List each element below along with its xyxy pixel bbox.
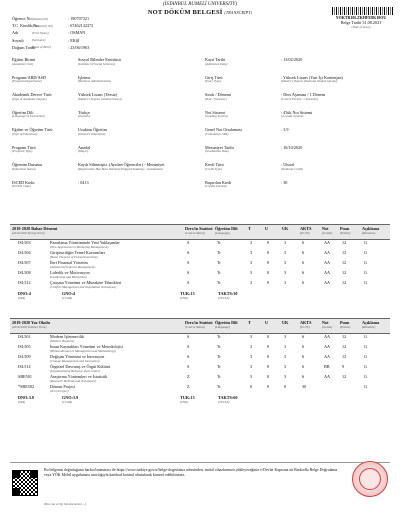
student-field	[12, 45, 212, 52]
course-u: 0	[267, 354, 270, 359]
course-code: ISL509	[18, 354, 31, 359]
column-header-en: (Course Status)	[185, 230, 205, 235]
course-t: 3	[250, 344, 253, 349]
course-lang: Tr	[217, 354, 221, 359]
column-header: Açıklama	[362, 225, 380, 231]
student-field	[12, 16, 212, 23]
course-grade: AA	[324, 344, 331, 349]
university-name: (İSTANBUL RUMELİ UNIVERSITY)	[163, 2, 237, 7]
course-akts: 6	[302, 334, 305, 339]
course-name-en: (Change Management and Innovation)	[50, 358, 100, 363]
course-u: 0	[267, 344, 270, 349]
course-uk: 3	[284, 334, 287, 339]
info-value: : 3.9	[281, 127, 289, 132]
course-note: G	[364, 260, 368, 265]
column-header: Not	[322, 319, 329, 325]
info-value: Anadal	[78, 144, 91, 150]
course-row	[0, 384, 400, 394]
course-pts: 12	[342, 250, 347, 255]
course-status: S	[187, 334, 190, 339]
column-header: T	[248, 225, 251, 231]
info-label-en: (Graduation Date)	[205, 149, 229, 153]
title-sub: (TRANSCRIPT)	[224, 10, 253, 15]
course-u: 0	[267, 240, 270, 245]
course-note: G	[364, 240, 368, 245]
info-value: : Ulusal	[281, 162, 295, 167]
course-name: Örgütsel Davranış ve Örgüt Kültürü	[50, 364, 111, 369]
info-label: ISCED Kodu	[12, 179, 35, 185]
column-header: Ders/in Statüsü	[185, 225, 213, 231]
course-name: Liderlik ve Motivasyon	[50, 270, 90, 275]
course-t: 3	[250, 260, 253, 265]
column-header: AKTS	[300, 225, 312, 231]
course-u: 0	[267, 270, 270, 275]
info-label: Giriş Türü	[205, 74, 223, 80]
total-dno-en: (SPA)	[18, 295, 26, 300]
info-label-en: (Type of Education)	[12, 131, 38, 136]
course-lang: Tr	[217, 384, 221, 389]
course-lang: Tr	[217, 344, 221, 349]
verification-text: Bu belgenin doğruluğunu barkod numarası ile https://www.turkiye.gov.tr/belge-dogrulama adresinden, mobil cihazlarınıza yükleyeceğiniz e-Devlet Kapısına ait Barkodlu Belge Doğrulama veya YÖK Mobil uygulaması aracılığıyla karekod kontrol okutularak kontrol edebilirsiniz.	[44, 468, 338, 478]
student-field-label-en: (Surname)	[32, 38, 46, 43]
student-field-value: : EKŞİ	[68, 37, 80, 43]
info-label: Eğitim ve Öğretim Türü	[12, 127, 53, 132]
course-row	[0, 354, 400, 364]
info-label-en: (Credit Type)	[205, 166, 222, 171]
total-takts: TAKTS:30	[218, 291, 238, 296]
semester-title-en: (2019-2020 Summer Term)	[12, 324, 47, 329]
course-status: S	[187, 250, 190, 255]
info-value: Kaydı Silinmiştir. (Ayrılan Öğrenciler) - Mezuniyet	[78, 162, 165, 167]
student-field-label: T.C. Kimlik No	[12, 23, 39, 29]
course-code: ISL505	[18, 344, 31, 349]
course-grade: AA	[324, 270, 331, 275]
column-header-en: (ECTS)	[300, 230, 310, 235]
course-code: ISL501	[18, 334, 31, 339]
total-tuk-en: (TNK)	[180, 295, 189, 300]
course-u: 0	[267, 280, 270, 285]
student-field-label-en: (First Name)	[32, 30, 49, 35]
info-label: Program/ABD/ASD	[12, 74, 46, 80]
total-dno: DNO:4	[18, 291, 31, 296]
course-code: ISL507	[18, 260, 31, 265]
course-code: SBE501	[18, 374, 32, 379]
column-header-en: (Remarks)	[362, 324, 376, 329]
course-row	[0, 270, 400, 280]
course-grade: AA	[324, 260, 331, 265]
course-t: 3	[250, 250, 253, 255]
info-value: : 30	[281, 179, 288, 185]
student-field-value: : 190707321	[68, 16, 90, 21]
course-pts: 9	[342, 364, 345, 369]
info-label-en: (Education Status)	[12, 166, 36, 171]
course-uk: 3	[284, 280, 287, 285]
info-label-en: (Admission Date)	[205, 61, 228, 66]
course-name: İnsan Kaynakları Yönetimi ve Metodolojisi	[50, 344, 123, 349]
info-label: Başarılan Kredi	[205, 179, 232, 185]
total-tuk: TUK:15	[180, 395, 195, 400]
course-row	[0, 280, 400, 290]
course-t: 0	[250, 384, 253, 389]
course-pts: 12	[342, 280, 347, 285]
course-uk: 3	[284, 374, 287, 379]
info-label: Genel Not Ortalaması	[205, 127, 242, 132]
column-header: UK	[282, 225, 289, 231]
course-status: S	[187, 260, 190, 265]
course-code: ISL514	[18, 364, 31, 369]
info-value: Yüksek Lisans (Tezsiz)	[78, 92, 118, 97]
course-uk: 0	[284, 384, 287, 389]
info-value-en: (Registration Has Been Deleted (Dropped Students) - Graduation)	[78, 166, 163, 171]
info-value: : 0413	[78, 179, 89, 185]
course-lang: Tr	[217, 240, 221, 245]
course-note: G	[364, 280, 368, 285]
column-header: UK	[282, 319, 289, 325]
column-header: Puan	[340, 319, 350, 325]
course-uk: 3	[284, 364, 287, 369]
total-dno-en: (SPA)	[18, 399, 26, 404]
course-name: İleri Finansal Yönetim	[50, 260, 88, 265]
course-note: G	[364, 384, 368, 389]
course-pts: 12	[342, 240, 347, 245]
info-label-en: (Entry Type)	[205, 79, 221, 83]
info-label: Sınıfı / Dönemi	[205, 92, 232, 97]
info-label-en: (Language of Instruction)	[12, 114, 45, 118]
course-name-en: (Human Resources Management and Methodology)	[50, 348, 116, 353]
course-t: 3	[250, 354, 253, 359]
course-row	[0, 250, 400, 260]
course-t: 3	[250, 270, 253, 275]
course-akts: 6	[302, 344, 305, 349]
seal-inner-ring	[359, 468, 381, 490]
info-label-en: (Cumulative GPA)	[205, 131, 229, 136]
student-field	[12, 30, 212, 37]
course-name-en: (Organizational Behavior and Culture)	[50, 368, 100, 373]
course-status: S	[187, 270, 190, 275]
total-takts-en: (TECTS)	[218, 399, 230, 404]
course-u: 0	[267, 334, 270, 339]
course-row	[0, 374, 400, 384]
course-row	[0, 240, 400, 250]
column-header: Puan	[340, 225, 350, 231]
course-code: ISL512	[18, 280, 31, 285]
info-value: : 16/10/2020	[281, 144, 303, 150]
semester-title: 2019-2020 Bahar Dönemi	[12, 225, 58, 231]
course-akts: 6	[302, 240, 305, 245]
info-label-en: (Program/Department)	[12, 79, 42, 83]
course-status: S	[187, 280, 190, 285]
info-label: Program Türü	[12, 144, 36, 150]
total-gno-en: (CGPA)	[62, 399, 73, 404]
course-pts: 12	[342, 334, 347, 339]
course-u: 0	[267, 384, 270, 389]
course-t: 3	[250, 240, 253, 245]
course-grade: AA	[324, 334, 331, 339]
student-field-value: : 23/06/1963	[68, 44, 90, 50]
course-row	[0, 260, 400, 270]
total-tuk-en: (TNK)	[180, 399, 189, 404]
title-main: NOT DÖKÜM BELGESİ	[147, 9, 223, 16]
course-note: G	[364, 364, 368, 369]
total-gno-en: (CGPA)	[62, 295, 73, 300]
course-grade: AA	[324, 240, 331, 245]
info-value-en: (Course Period / 1 Semester)	[281, 96, 319, 101]
student-field-label: Doğum Tarihi	[12, 44, 36, 50]
column-header-en: (Grade)	[322, 230, 333, 235]
course-uk: 3	[284, 250, 287, 255]
issue-date: Belge Tarihi 31.08.2021	[340, 20, 382, 25]
course-akts: 6	[302, 354, 305, 359]
course-akts: 30	[302, 384, 307, 389]
course-lang: Tr	[217, 260, 221, 265]
student-field	[12, 38, 212, 45]
course-akts: 6	[302, 374, 305, 379]
course-u: 0	[267, 374, 270, 379]
total-dno: DNO:3.8	[18, 395, 34, 400]
info-label-en: (Program Type)	[12, 149, 33, 153]
student-field-value: : OSMAN	[68, 30, 86, 36]
course-code: ISL508	[18, 270, 31, 275]
info-label-en: (Credits Earned)	[205, 184, 227, 188]
course-status: S	[187, 240, 190, 245]
column-header: Açıklama	[362, 319, 380, 325]
student-field-label-en: (Student ID)	[32, 16, 48, 21]
course-status: Z	[187, 384, 190, 389]
info-label-en: (Grading System)	[205, 114, 228, 118]
course-uk: 3	[284, 354, 287, 359]
course-note: G	[364, 270, 368, 275]
course-name: Dönem Projesi	[50, 384, 76, 389]
info-value: : Ders Aşaması / 1 Dönem	[281, 92, 326, 97]
column-header: T	[248, 319, 251, 325]
course-akts: 6	[302, 270, 305, 275]
course-name-en: (New Approaches in Marketing Management)	[50, 244, 109, 249]
student-field-label-en: (TR Identity No)	[32, 23, 53, 28]
course-name-en: (Term Project)	[50, 388, 69, 393]
info-label: Kredi Türü	[205, 162, 224, 167]
course-note: G	[364, 344, 368, 349]
course-t: 3	[250, 364, 253, 369]
course-lang: Tr	[217, 280, 221, 285]
course-grade: AA	[324, 250, 331, 255]
course-uk: 3	[284, 260, 287, 265]
course-pts: 12	[342, 270, 347, 275]
semester-title-en: (2019-2020 Spring Term)	[12, 230, 45, 235]
info-label: Akademik Derece Türü	[12, 92, 52, 97]
column-header-en: (Language)	[215, 230, 230, 235]
course-name-en: (Research Methods and Techniques)	[50, 378, 97, 383]
footer-divider	[10, 462, 390, 463]
column-header-en: (Language)	[215, 324, 230, 329]
course-grade: BB	[324, 364, 330, 369]
total-takts: TAKTS:60	[218, 395, 238, 400]
course-note: G	[364, 354, 368, 359]
course-u: 0	[267, 260, 270, 265]
course-name: Pazarlama Yönetiminde Yeni Yaklaşımlar	[50, 240, 120, 245]
column-header-en: (ECTS)	[300, 324, 310, 329]
course-name: Modern İşletmecilik	[50, 334, 85, 339]
info-value: : Yüksek Lisans (Yurt İçi Kontenjan)	[281, 74, 343, 80]
column-header-en: (Points)	[340, 324, 351, 329]
verification-note: (You can verify this document ...)	[44, 502, 87, 506]
info-value: : 13/02/2020	[281, 57, 303, 62]
course-grade: AA	[324, 280, 331, 285]
course-lang: Tr	[217, 270, 221, 275]
course-name-en: (Leadership and Motivation)	[50, 274, 87, 279]
total-gno: GNO:4	[62, 291, 76, 296]
info-label-en: (Academic Unit)	[12, 61, 34, 66]
course-u: 0	[267, 364, 270, 369]
info-label: Eğitim Birimi	[12, 57, 36, 62]
course-uk: 3	[284, 344, 287, 349]
course-pts: 12	[342, 354, 347, 359]
total-takts-en: (TECTS)	[218, 295, 230, 300]
course-code: *SBE502	[18, 384, 35, 389]
course-pts: 12	[342, 374, 347, 379]
course-lang: Tr	[217, 374, 221, 379]
info-label: Öğretim Dili	[12, 109, 34, 115]
info-value-en: (Distance Education)	[78, 131, 106, 136]
info-value-en: (Business Administration)	[78, 79, 112, 83]
course-uk: 3	[284, 270, 287, 275]
info-label-en: (Year / Semester)	[205, 96, 227, 101]
student-field-value: : 67462142372	[68, 23, 94, 29]
course-row	[0, 364, 400, 374]
total-gno: GNO:3.9	[62, 395, 79, 400]
info-label-en: (ISCED Code)	[12, 184, 31, 188]
column-header-en: (Grade)	[322, 324, 333, 329]
barcode-image	[332, 7, 394, 15]
course-akts: 6	[302, 250, 305, 255]
course-lang: Tr	[217, 364, 221, 369]
column-header: Öğretim Dili	[215, 319, 238, 325]
student-field-label: Adı	[12, 30, 19, 36]
course-code: ISL503	[18, 240, 31, 245]
column-header: Not	[322, 225, 329, 231]
course-name: Girişimciliğin Temel Kavramları	[50, 250, 105, 255]
info-value-en: (National Credit)	[281, 166, 304, 171]
course-t: 3	[250, 374, 253, 379]
student-field-label: Öğrenci No	[12, 16, 32, 21]
course-status: S	[187, 354, 190, 359]
info-value-en: (Master's Degree (National Student Quota))	[281, 79, 338, 83]
info-value-en: (4 Grade System)	[281, 114, 304, 118]
course-akts: 6	[302, 280, 305, 285]
student-field	[12, 23, 212, 30]
info-label: Öğrenim Durumu	[12, 162, 42, 167]
issue-date-en: (Date of Issue)	[351, 25, 371, 29]
info-value: İşletme	[78, 74, 91, 80]
course-akts: 6	[302, 260, 305, 265]
course-pts: 12	[342, 260, 347, 265]
course-name-en: (Basic Theories of Entrepreneurship)	[50, 254, 98, 259]
column-header: U	[265, 319, 269, 325]
course-code: ISL504	[18, 250, 31, 255]
column-header: U	[265, 225, 269, 231]
info-value: Uzaktan Öğretim	[78, 127, 107, 132]
column-header: AKTS	[300, 319, 312, 325]
total-tuk: TUK:15	[180, 291, 195, 296]
info-value-en: (Turkish)	[78, 114, 90, 118]
course-name: Araştırma Yöntemleri ve İstatistik	[50, 374, 108, 379]
column-header: Öğretim Dili	[215, 225, 238, 231]
course-t: 3	[250, 280, 253, 285]
course-name-en: (Advanced Financial Management)	[50, 264, 96, 269]
info-label: Kayıt Tarihi	[205, 57, 226, 62]
course-row	[0, 344, 400, 354]
course-name-en: (Modern Business)	[50, 338, 75, 343]
course-uk: 3	[284, 240, 287, 245]
document-code: YOKTR10LZKHFE8K10OU	[335, 15, 387, 20]
course-akts: 6	[302, 364, 305, 369]
info-label-en: (Type of Academic Degree)	[12, 96, 47, 101]
qr-code-icon	[12, 470, 38, 496]
column-header-en: (Course Status)	[185, 324, 205, 329]
info-value-en: (Major)	[78, 149, 89, 153]
info-value: : 4'lük Not Sistemi	[281, 109, 313, 115]
info-value: Türkçe	[78, 109, 90, 115]
column-header-en: (Points)	[340, 230, 351, 235]
student-field-label-en: (Date of Birth)	[32, 45, 51, 50]
course-grade: AA	[324, 354, 331, 359]
course-note: G	[364, 250, 368, 255]
course-grade: AA	[324, 374, 331, 379]
info-value-en: (Master's Degree (without thesis))	[78, 96, 122, 101]
course-name-en: (Conflict Management and Negotiation Techniques)	[50, 284, 117, 289]
course-lang: Tr	[217, 250, 221, 255]
column-header-en: (Remarks)	[362, 230, 376, 235]
semester-title: 2019-2020 Yaz Okulu	[12, 319, 51, 325]
document-date	[328, 20, 394, 29]
info-label: Mezuniyet Tarihi	[205, 144, 234, 150]
course-lang: Tr	[217, 334, 221, 339]
info-value: Sosyal Bilimler Enstitüsü	[78, 57, 121, 62]
course-name: Çatışma Yönetimi ve Müzakere Teknikleri	[50, 280, 122, 285]
course-row	[0, 334, 400, 344]
info-label: Not Sistemi	[205, 109, 225, 115]
course-u: 0	[267, 250, 270, 255]
course-status: S	[187, 364, 190, 369]
course-status: Z	[187, 374, 190, 379]
student-field-label: Soyadı	[12, 37, 24, 43]
course-status: S	[187, 344, 190, 349]
course-t: 3	[250, 334, 253, 339]
info-value-en: (Institute Of Social Sciences)	[78, 61, 116, 66]
course-name: Değişim Yönetimi ve İnovasyon	[50, 354, 105, 359]
course-pts: 12	[342, 344, 347, 349]
column-header: Ders/in Statüsü	[185, 319, 213, 325]
course-note: G	[364, 374, 368, 379]
course-note: G	[364, 334, 368, 339]
